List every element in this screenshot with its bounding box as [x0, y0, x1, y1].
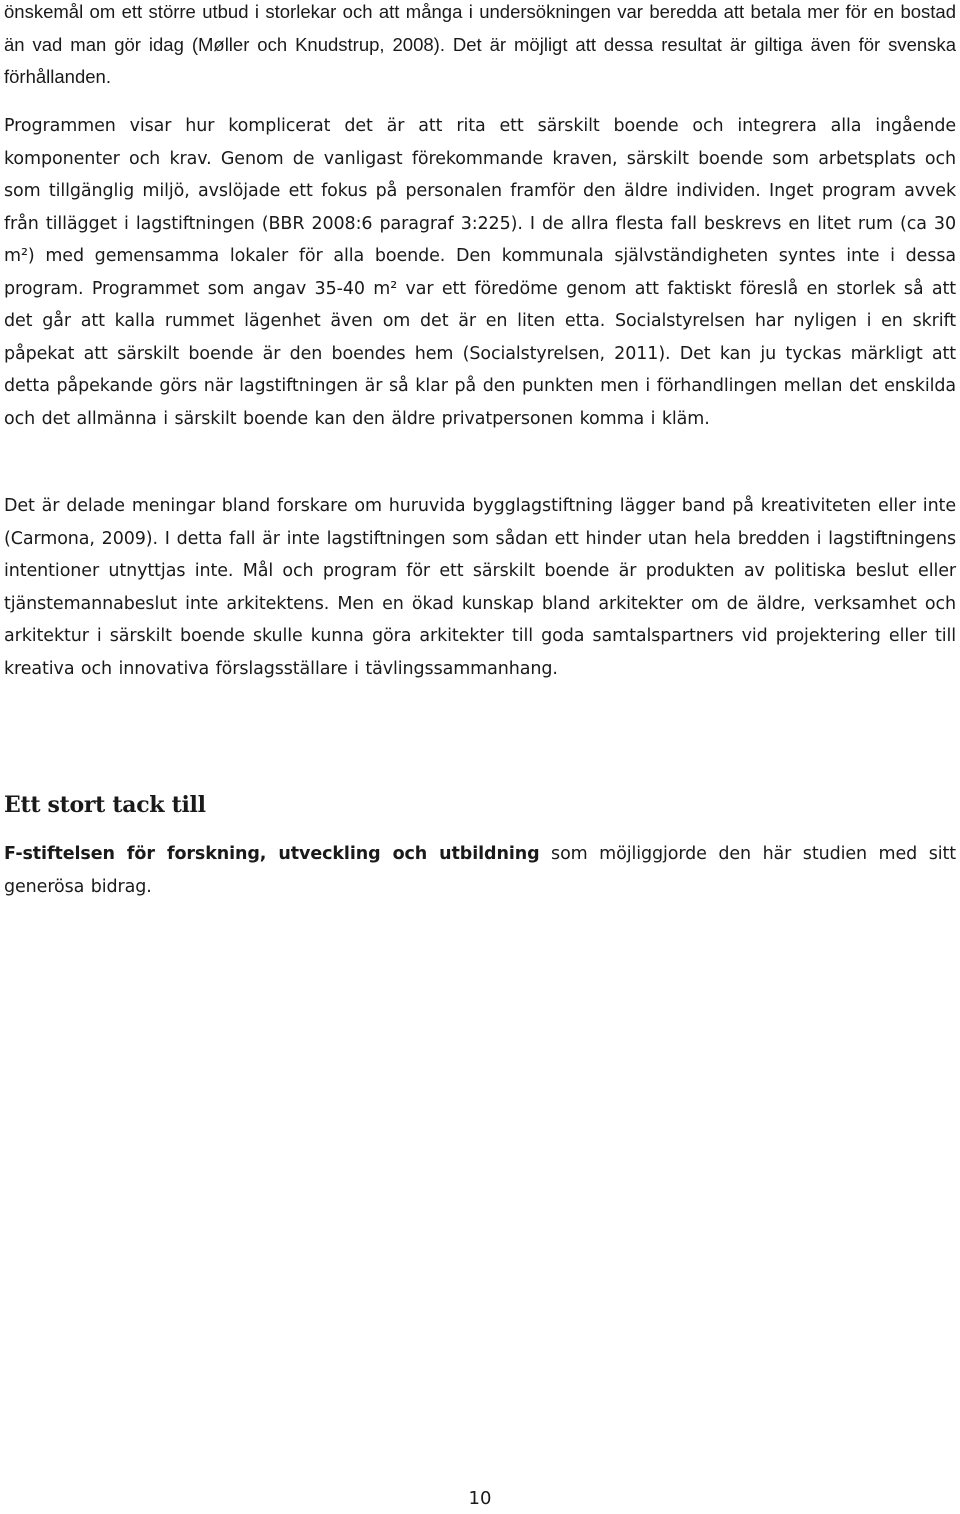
paragraph-2: [4, 110, 956, 435]
page-number: 10: [468, 1488, 492, 1509]
paragraph-1: önskemål om ett större utbud i storlekar och att många i undersökningen var beredda att betala mer för en bostad än vad man gör idag (Møller och Knudstrup, 2008). Det är möjligt att dessa resultat är giltiga även för svenska förhållanden.: [4, 1, 956, 87]
paragraph-2-start: Programmen visar hur komplicerat det är att rita ett särskilt boende och integrera alla ingående komponenter och krav.: [4, 116, 956, 169]
acknowledgement-text: som möjliggjorde den här studien med sitt generösa bidrag.: [4, 844, 956, 897]
acknowledgement-paragraph: [4, 838, 956, 903]
paragraph-2-rest: Genom de vanligast förekommande kraven, särskilt boende som arbetsplats och som tillgänglig miljö, avslöjade ett fokus på personalen framför den äldre individen. Inget program avvek från tillägget i lagstiftningen (BBR 2008:6 paragraf 3:225). I de allra flesta fall beskrevs en litet rum (ca 30 m²) med gemensamma lokaler för alla boende. Den kommunala självständigheten syntes inte i dessa program. Programmet som angav 35-40 m² var ett föredöme genom att faktiskt föreslå en storlek så att det går att kalla rummet lägenhet även om det är en liten etta. Socialstyrelsen har nyligen i en skrift påpekat att särskilt boende är den boendes hem (Socialstyrelsen, 2011). Det kan ju tyckas märkligt att detta påpekande görs när lagstiftningen är så klar på den punkten men i förhandlingen mellan det enskilda och det allmänna i särskilt boende kan den äldre privatpersonen komma i kläm.: [4, 148, 956, 429]
acknowledgement-heading: Ett stort tack till: [4, 792, 206, 818]
funder-name: F-stiftelsen för forskning, utveckling och utbildning: [4, 844, 540, 864]
paragraph-3: Det är delade meningar bland forskare om huruvida bygglagstiftning lägger band på kreativiteten eller inte (Carmona, 2009). I detta fall är inte lagstiftningen som sådan ett hinder utan hela bredden i lagstiftningens intentioner utnyttjas inte. Mål och program för ett särskilt boende är produkten av politiska beslut eller tjänstemannabeslut inte arkitektens. Men en ökad kunskap bland arkitekter om de äldre, verksamhet och arkitektur i särskilt boende skulle kunna göra arkitekter till goda samtalspartners vid projektering eller till kreativa och innovativa förslagsställare i tävlingssammanhang.: [4, 496, 956, 679]
